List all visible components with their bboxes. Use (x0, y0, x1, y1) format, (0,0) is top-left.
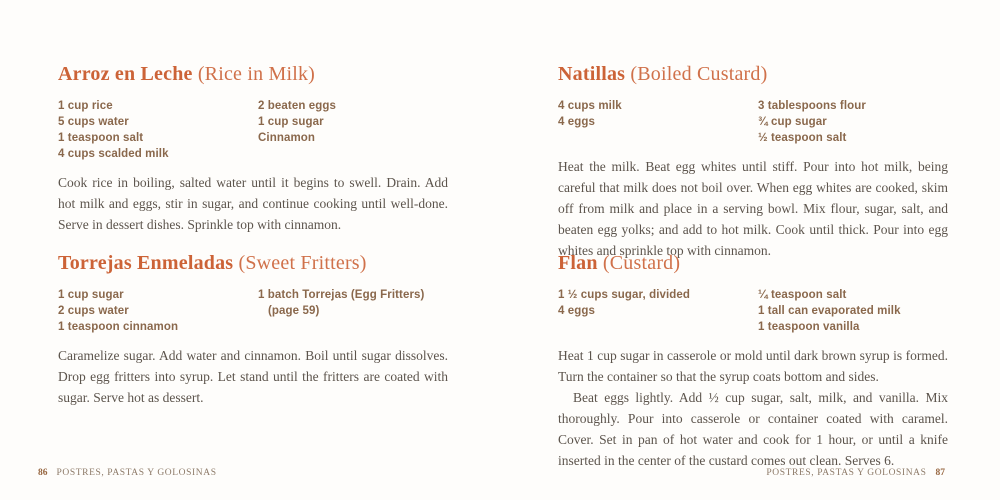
ingredient-item-continuation: (page 59) (268, 305, 320, 317)
ingredients-list (558, 287, 948, 335)
instruction-paragraph: Beat eggs lightly. Add ½ cup sugar, salt, milk, and vanilla. Mix thoroughly. Pour into casserole or container coated with caramel. Cover. Set in pan of hot water and cook for 1 hour, or until a knife inserted in the center of the custard comes out clean. Serves 6. (558, 390, 948, 468)
recipe-title (58, 63, 448, 85)
recipe-title-main: Flan (558, 252, 598, 274)
ingredient-item: ½ teaspoon salt (758, 132, 847, 144)
recipe-title (58, 252, 448, 274)
instructions (558, 156, 948, 261)
recipe-title-translation: (Boiled Custard) (630, 63, 768, 85)
instructions (558, 345, 948, 471)
recipe-title (558, 252, 948, 274)
ingredient-item: 1 batch Torrejas (Egg Fritters) (258, 289, 425, 301)
recipe-title-translation: (Rice in Milk) (197, 63, 316, 85)
ingredient-item: 2 beaten eggs (258, 100, 336, 112)
ingredient-item: 3 tablespoons flour (758, 100, 866, 112)
ingredients-column-1 (558, 98, 758, 146)
instructions (58, 172, 448, 235)
ingredient-item: 1 cup sugar (258, 116, 324, 128)
ingredient-item: Cinnamon (258, 132, 316, 144)
recipe-flan (558, 252, 948, 471)
ingredient-item: 1 tall can evaporated milk (758, 305, 901, 317)
ingredient-item: 4 eggs (558, 305, 596, 317)
section-title: POSTRES, PASTAS Y GOLOSINAS (766, 468, 927, 478)
ingredients-column-2 (258, 287, 448, 335)
page-right (500, 0, 1000, 500)
ingredient-item: 4 cups milk (558, 100, 622, 112)
recipe-title-main: Torrejas Enmeladas (58, 252, 234, 274)
ingredients-column-1 (558, 287, 758, 335)
recipe-title (558, 63, 948, 85)
ingredients-column-2 (758, 98, 948, 146)
recipe-title-main: Natillas (558, 63, 626, 85)
ingredients-column-1 (58, 287, 258, 335)
ingredient-item: 2 cups water (58, 305, 129, 317)
instruction-paragraph: Caramelize sugar. Add water and cinnamon. Boil until sugar dissolves. Drop egg fritters into syrup. Let stand until the fritters are coated with sugar. Serve hot as dessert. (58, 348, 448, 405)
ingredients-column-2 (758, 287, 948, 335)
instruction-paragraph: Cook rice in boiling, salted water until it begins to swell. Drain. Add hot milk and eggs, stir in sugar, and continue cooking until well-done. Serve in dessert dishes. Sprinkle top with cinnamon. (58, 175, 448, 232)
ingredients-list (58, 98, 448, 162)
ingredient-item: ¾ cup sugar (758, 116, 827, 128)
ingredients-column-1 (58, 98, 258, 162)
section-title: POSTRES, PASTAS Y GOLOSINAS (56, 468, 217, 478)
ingredient-item: ¼ teaspoon salt (758, 289, 847, 301)
ingredient-item: 1 cup rice (58, 100, 113, 112)
recipe-natillas (558, 63, 948, 261)
recipe-title-main: Arroz en Leche (58, 63, 193, 85)
page-footer-left (38, 468, 217, 478)
ingredient-item: 4 cups scalded milk (58, 148, 169, 160)
instructions (58, 345, 448, 408)
recipe-title-translation: (Custard) (602, 252, 681, 274)
ingredient-item: 1 teaspoon salt (58, 132, 144, 144)
ingredients-list (58, 287, 448, 335)
ingredient-item: 1 ½ cups sugar, divided (558, 289, 691, 301)
recipe-torrejas-enmeladas (58, 252, 448, 408)
recipe-arroz-en-leche (58, 63, 448, 235)
ingredient-item: 5 cups water (58, 116, 129, 128)
recipe-title-translation: (Sweet Fritters) (238, 252, 367, 274)
ingredients-list (558, 98, 948, 146)
ingredient-item: 1 teaspoon cinnamon (58, 321, 179, 333)
ingredient-item: 1 teaspoon vanilla (758, 321, 860, 333)
ingredients-column-2 (258, 98, 448, 162)
page-number: 87 (935, 468, 945, 478)
instruction-paragraph: Heat the milk. Beat egg whites until stiff. Pour into hot milk, being careful that milk does not boil over. When egg whites are cooked, skim off from milk and place in a serving bowl. Mix flour, sugar, salt, and beaten egg yolks; and add to hot milk. Cook until thick. Pour into egg whites and sprinkle top with cinnamon. (558, 159, 948, 258)
instruction-paragraph: Heat 1 cup sugar in casserole or mold until dark brown syrup is formed. Turn the container so that the syrup coats bottom and sides. (558, 348, 948, 384)
ingredient-item: 1 cup sugar (58, 289, 124, 301)
page-number: 86 (38, 468, 48, 478)
page-footer-right (766, 468, 945, 478)
ingredient-item: 4 eggs (558, 116, 596, 128)
